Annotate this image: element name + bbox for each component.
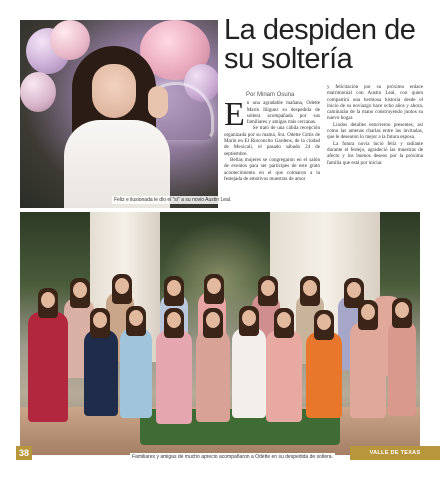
guest-face [303, 280, 317, 296]
guest-face [93, 312, 107, 328]
paragraph: Se trató de una cálida recepción organizada por su mamá, Sra. Odette Gittis de Marín en El Rinconcito Gardens, de la ciudad de Mexicali, el pasado sábado 24 de septiembre. [224, 125, 320, 157]
guest [156, 330, 192, 424]
article-column-2 [327, 84, 423, 166]
guest-face [261, 280, 275, 296]
guest-face [167, 312, 181, 328]
bride-portrait-photo [20, 20, 218, 208]
balloon [20, 72, 56, 112]
bride-in-white [232, 328, 266, 418]
bride-dress [64, 120, 170, 208]
guest-face [73, 282, 87, 298]
paragraph: Bellas mujeres se congregaron en el salón de eventos para ser partícipes de este grato acontecimiento en el que colmaron a la festejada de emotivos muestras de amor [224, 156, 320, 182]
guest-face [41, 292, 55, 308]
guest [266, 330, 302, 422]
bride-face [92, 64, 136, 118]
guest [196, 330, 230, 422]
guest [84, 330, 118, 416]
guest [388, 320, 416, 416]
guest [120, 328, 152, 418]
article-headline: La despiden de su soltería [224, 14, 416, 75]
balloon [50, 20, 90, 60]
paragraph: y felicitación por su próximo enlace matrimonial con Austin Leal, con quien compartirá una hermosa historia desde el inicio de su noviazgo hace ocho años y ahora, caminarán de la mano construyendo juntos su nuevo hogar. [327, 84, 423, 122]
photo-caption-bottom: Familiares y amigas de mucho aprecio acompañaron a Odette en su despedida de soltera. [132, 454, 333, 460]
guest-face [347, 282, 361, 298]
article-column-1 [224, 92, 320, 182]
guest-orange-dress [306, 332, 342, 418]
guest-face [317, 314, 331, 330]
article-byline: Por Miriam Osuna [246, 92, 295, 98]
paragraph: n una agradable mañana, Odette Marín Iñiguez su despedida de soltera acompañada por sus familiares y amigas más cercanas. [246, 100, 320, 126]
paragraph: La futura novia lució feliz y radiante durante el festejo, agradeció las muestras de afecto y los buenos deseos por la próxima familia que está por iniciar. [327, 140, 423, 166]
bride-hand-ring [148, 86, 168, 118]
guest [350, 322, 386, 418]
page-number: 38 [16, 446, 32, 460]
guest-face [129, 310, 143, 326]
drop-cap: E [224, 96, 245, 134]
guest-face [277, 312, 291, 328]
guest-red-dress [28, 312, 68, 422]
guest-face [395, 302, 409, 318]
photo-caption-top: Feliz e ilusionada le dio el “sí” a su novio Austin Leal. [114, 197, 232, 203]
group-photo [20, 212, 420, 455]
bride-face [242, 310, 256, 326]
guest-face [207, 278, 221, 294]
guest-face [115, 278, 129, 294]
paragraph: Lindos detalles estuvieron presentes, así como las amenas charlas entre las invitadas, que le desearon lo mejor a la futura esposa. [327, 121, 423, 141]
section-label: VALLE DE TEXAS [350, 446, 440, 460]
guest-face [206, 312, 220, 328]
guest-face [167, 280, 181, 296]
